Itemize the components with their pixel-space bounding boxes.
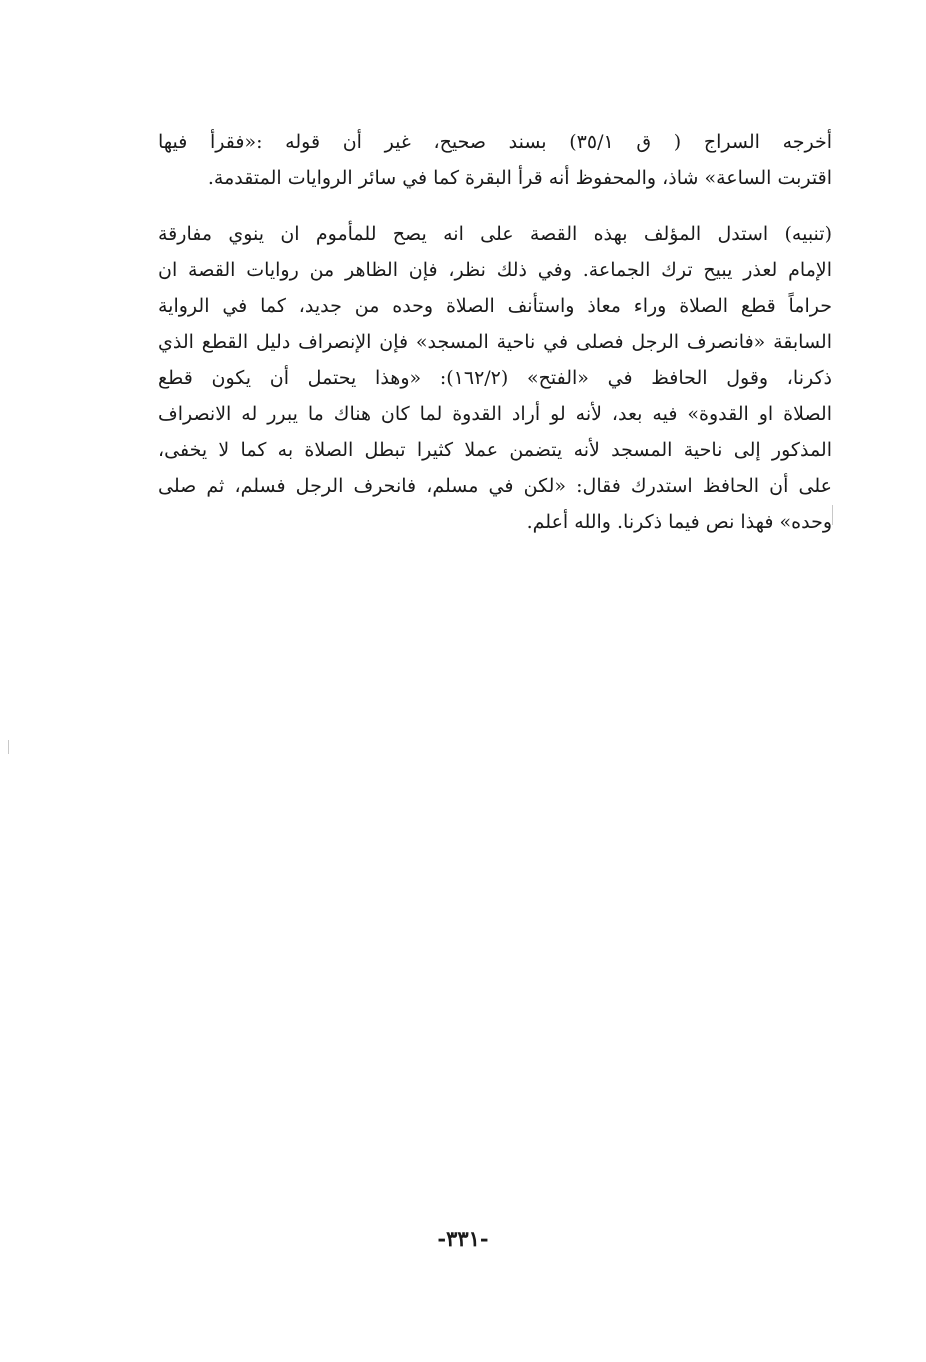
note-line: (تنبيه) استدل المؤلف بهذه القصة على انه يصح للمأموم ان ينوي مفارقة (158, 223, 832, 245)
note-paragraph (158, 216, 832, 540)
footnote-line: أخرجه السراج ( ق ٣٥/١) بسند صحيح، غير أن قوله :«فقرأ فيها (158, 131, 832, 153)
scan-speck (8, 740, 9, 754)
note-line: السابقة «فانصرف الرجل فصلى في ناحية المسجد» فإن الإنصراف دليل القطع الذي (158, 331, 832, 353)
scan-speck (832, 505, 833, 525)
note-line: ذكرنا، وقول الحافظ في «الفتح» (١٦٢/٢): «وهذا يحتمل أن يكون قطع (158, 367, 832, 389)
note-line: الصلاة او القدوة» فيه بعد، لأنه لو أراد القدوة لما كان هناك ما يبرر له الانصراف (158, 403, 832, 425)
note-line: حراماً قطع الصلاة وراء معاذ واستأنف الصلاة وحده من جديد، كما في الرواية (158, 295, 832, 317)
note-line: المذكور إلى ناحية المسجد لأنه يتضمن عملا كثيرا تبطل الصلاة به كما لا يخفى، (158, 439, 832, 461)
footnote-paragraph (158, 124, 832, 196)
note-line: على أن الحافظ استدرك فقال: «لكن في مسلم، فانحرف الرجل فسلم، ثم صلى (158, 475, 832, 497)
note-line: وحده» فهذا نص فيما ذكرنا. والله أعلم. (526, 511, 832, 533)
page-number: -٣٣١- (437, 1226, 489, 1251)
note-line: الإمام لعذر يبيح ترك الجماعة. وفي ذلك نظر، فإن الظاهر من روايات القصة ان (158, 259, 832, 281)
footnote-line: اقتربت الساعة» شاذ، والمحفوظ أنه قرأ البقرة كما في سائر الروايات المتقدمة. (207, 167, 832, 189)
